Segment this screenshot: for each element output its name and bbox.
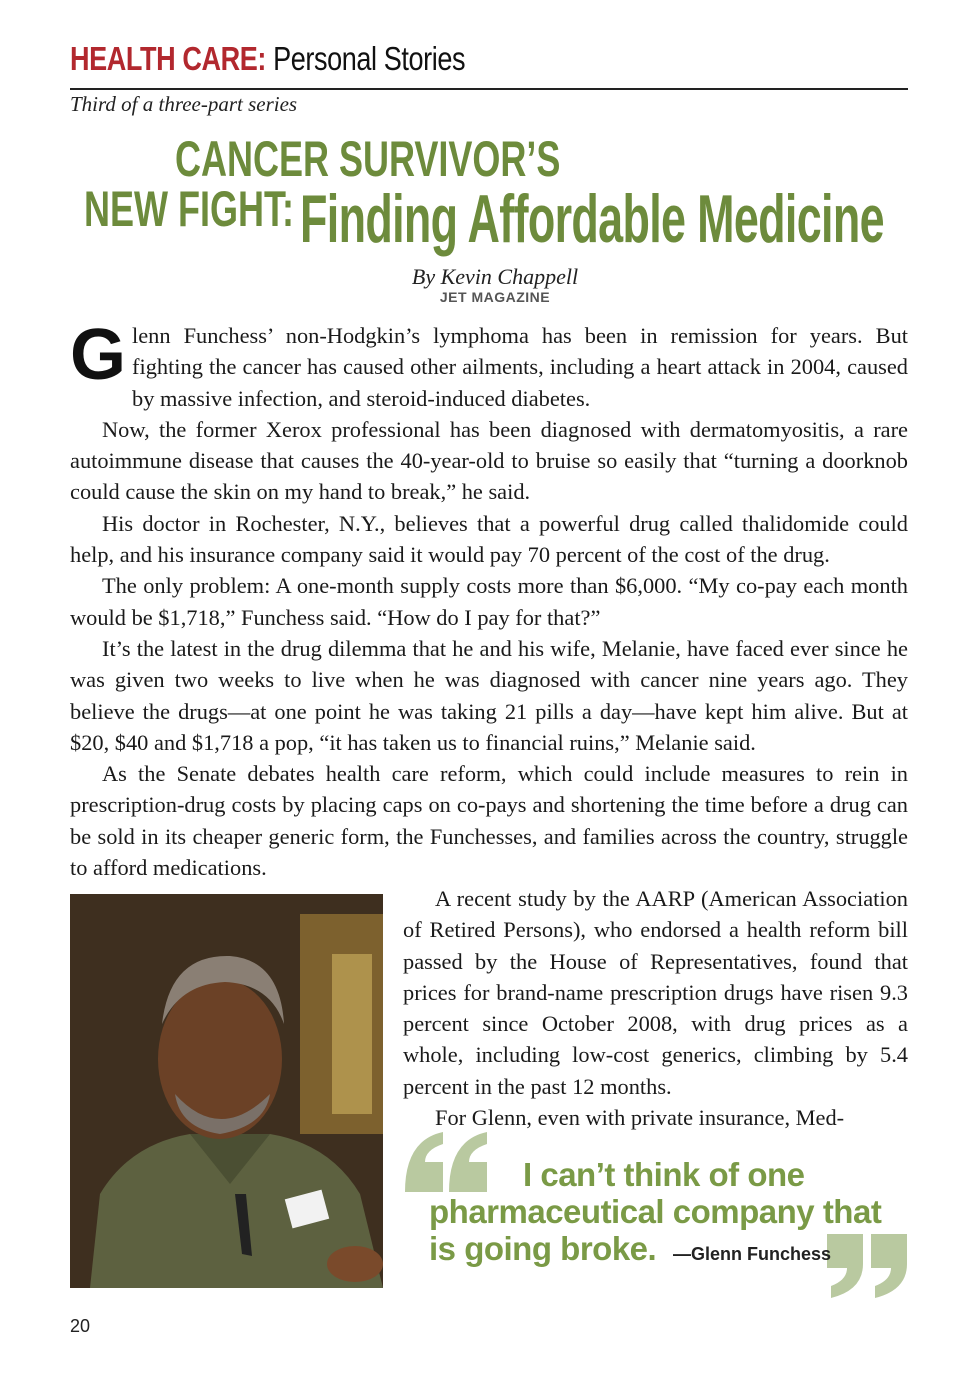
article-photo (70, 894, 383, 1288)
section-header (70, 40, 906, 90)
paragraph-text: lenn Funchess’ non-Hodgkin’s lymphoma has been in remission for years. But fighting the cancer has caused other ailments, including a heart attack in 2004, caused by massive infection, and steroid-induced diabetes. (132, 323, 908, 411)
portrait-illustration (70, 894, 383, 1288)
byline-publication: JET MAGAZINE (439, 289, 551, 305)
article-paragraph: His doctor in Rochester, N.Y., believes that a powerful drug called thalidomide could help, and his insurance company said it would pay 70 percent of the cost of the drug. (70, 510, 908, 568)
byline-author: By Kevin Chappell (411, 264, 579, 289)
pull-quote-line: is going broke. (429, 1230, 657, 1267)
pull-quote-line: I can’t think of one (523, 1156, 805, 1193)
article-paragraph: It’s the latest in the drug dilemma that he and his wife, Melanie, have faced ever since he was given two weeks to live when he was diagnosed with cancer nine years ago. They believe the drugs—at one point he was taking 21 pills a day—have kept him alive. But at $20, $40 and $1,718 a pop, “it has taken us to financial ruins,” Melanie said. (70, 635, 908, 755)
page-number: 20 (70, 1316, 91, 1336)
pull-quote (403, 1130, 908, 1300)
headline-kicker-line2: NEW FIGHT: (84, 181, 294, 237)
article-paragraph: For Glenn, even with private insurance, Med- (435, 1105, 845, 1131)
article-paragraph: Now, the former Xerox professional has been diagnosed with dermatomyositis, a rare autoimmune disease that causes the 40-year-old to bruise so easily that “turning a doorknob could cause the skin on my hand to break,” he said. (70, 416, 908, 505)
series-label: Third of a three-part series (70, 92, 298, 116)
headline-main: Finding Affordable Medicine (300, 181, 884, 257)
pull-quote-attribution: —Glenn Funchess (673, 1244, 832, 1264)
article-right-column (403, 883, 908, 1133)
pull-quote-line: pharmaceutical company that (429, 1193, 882, 1230)
header-rule (70, 88, 908, 90)
article-paragraph: The only problem: A one-month supply costs more than $6,000. “My co-pay each month would be $1,718,” Funchess said. “How do I pay for that?” (70, 573, 908, 630)
article-paragraph: As the Senate debates health care reform, which could include measures to rein in prescription-drug costs by placing caps on co-pays and shortening the time before a drug can be sold in its cheaper generic form, the Funchesses, and families across the country, struggle to afford medications. (70, 761, 908, 881)
article-paragraph (70, 315, 908, 414)
headline-kicker-line1: CANCER SURVIVOR’S (175, 131, 561, 187)
section-title: Personal Stories (273, 40, 466, 77)
drop-cap: G (70, 315, 127, 395)
article-body (70, 315, 908, 883)
section-category: HEALTH CARE: (70, 40, 267, 77)
article-paragraph: A recent study by the AARP (American Association of Retired Persons), who endorsed a health reform bill passed by the House of Representatives, found that prices for brand-name prescription drugs have risen 9.3 percent since October 2008, with drug prices as a whole, including low-cost generics, climbing by 5.4 percent in the past 12 months. (403, 886, 908, 1099)
